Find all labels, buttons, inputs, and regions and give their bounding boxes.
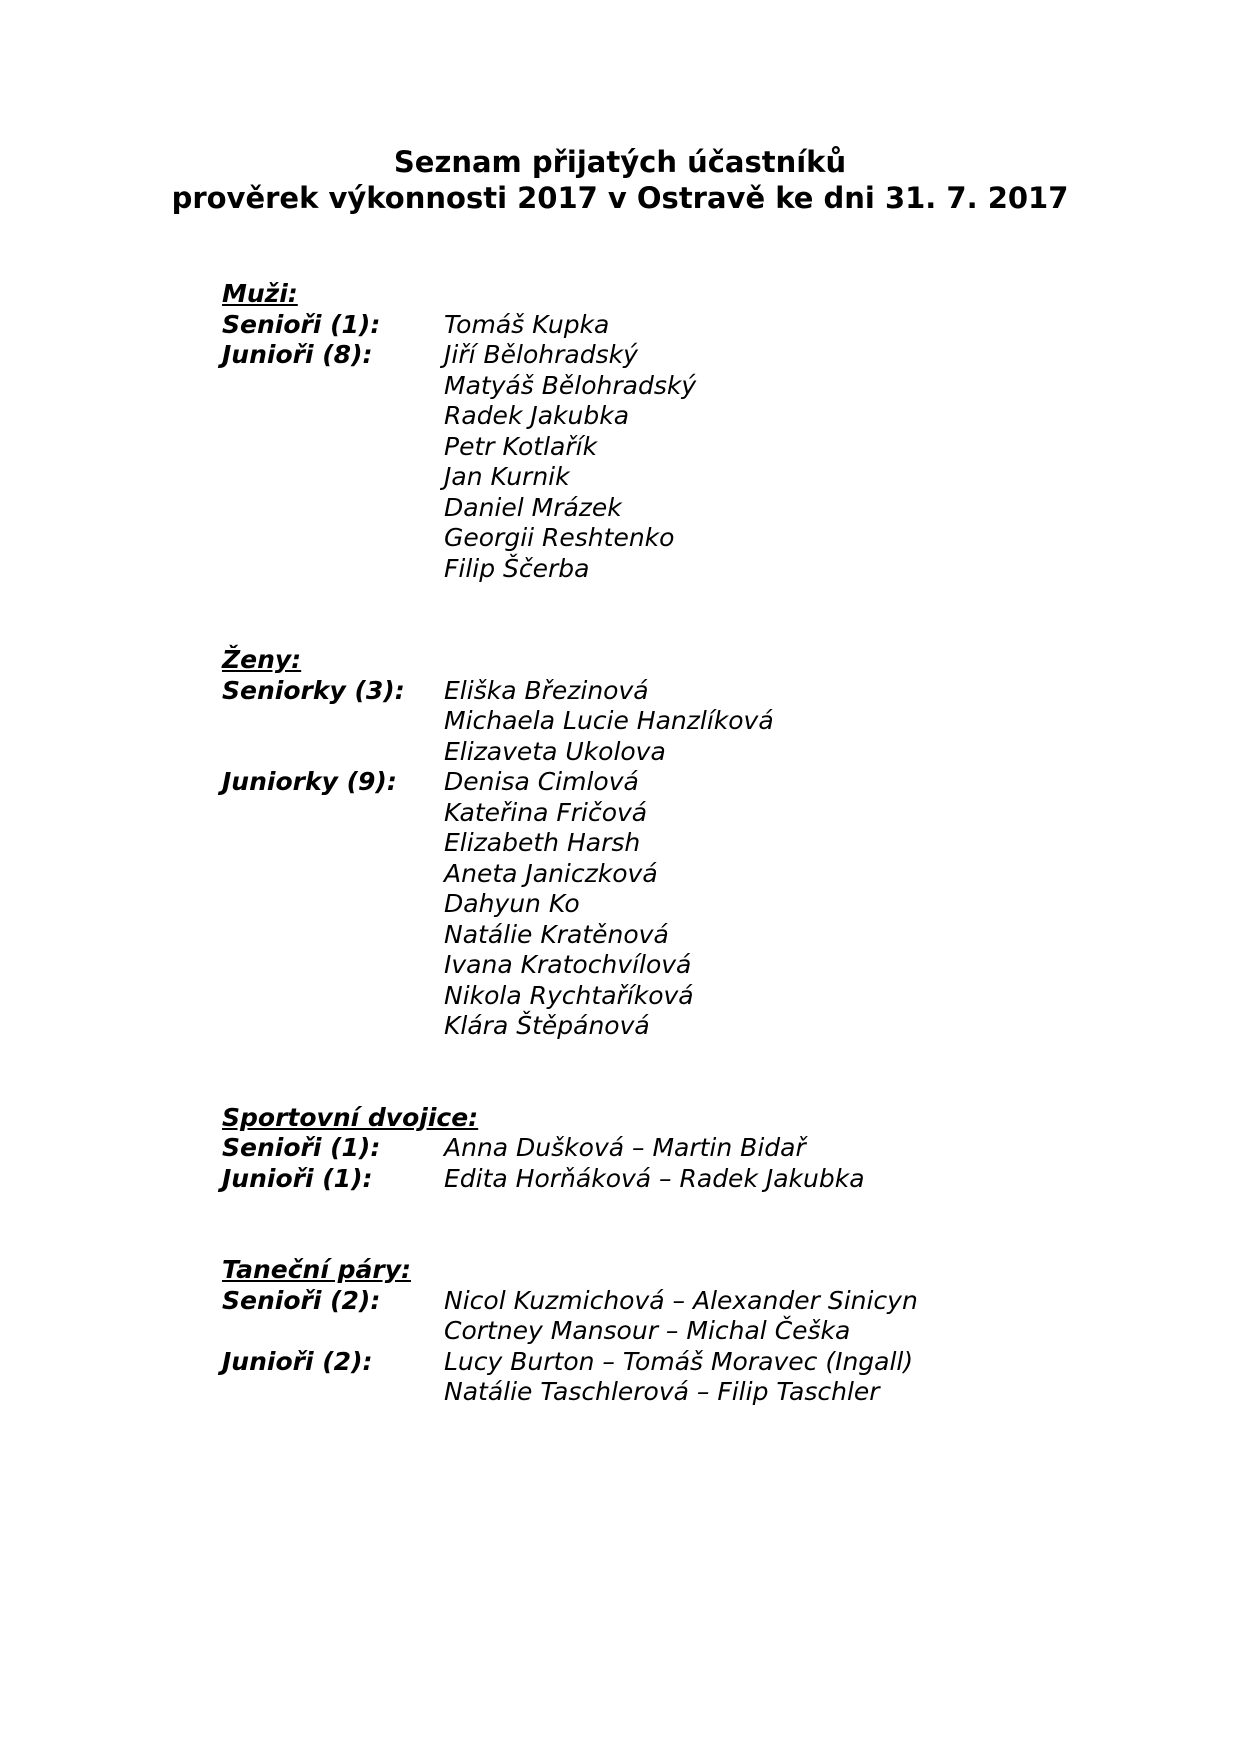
category-label: Seniorky (3): bbox=[222, 675, 405, 705]
participant-name: Eliška Březinová bbox=[444, 675, 649, 705]
participant-name: Petr Kotlařík bbox=[444, 431, 598, 461]
section-heading-muzi: Muži: bbox=[222, 279, 298, 308]
participant-name: Aneta Janiczková bbox=[444, 858, 658, 888]
participant-name: Dahyun Ko bbox=[444, 889, 580, 918]
category-dvojice-juniori bbox=[222, 1164, 1022, 1195]
category-muzi-juniori bbox=[222, 340, 1022, 584]
section-muzi bbox=[222, 279, 1022, 584]
name-list bbox=[444, 1164, 865, 1195]
category-label: Senioři (2): bbox=[222, 1285, 381, 1315]
participant-pair: Edita Horňáková – Radek Jakubka bbox=[444, 1163, 865, 1193]
category-label: Senioři (1): bbox=[222, 309, 381, 339]
participant-pair: Natálie Taschlerová – Filip Taschler bbox=[444, 1377, 880, 1406]
category-tanecni-seniori bbox=[222, 1286, 1022, 1347]
category-zeny-juniorky bbox=[222, 767, 1022, 1042]
name-list bbox=[444, 676, 774, 768]
category-muzi-seniori bbox=[222, 310, 1022, 341]
section-heading-zeny: Ženy: bbox=[222, 645, 302, 674]
participant-name: Elizaveta Ukolova bbox=[444, 736, 666, 766]
participant-list bbox=[222, 279, 1022, 1408]
section-heading-dvojice: Sportovní dvojice: bbox=[222, 1102, 479, 1132]
category-dvojice-seniori bbox=[222, 1133, 1022, 1164]
name-list bbox=[444, 1133, 806, 1164]
document-title bbox=[0, 144, 1240, 216]
section-zeny bbox=[222, 645, 1022, 1042]
section-spacer bbox=[222, 1194, 1022, 1255]
participant-name: Jan Kurnik bbox=[444, 462, 570, 491]
name-list bbox=[444, 1347, 913, 1408]
participant-name: Jiří Bělohradský bbox=[444, 340, 638, 369]
name-list bbox=[444, 340, 696, 584]
section-spacer bbox=[222, 584, 1022, 645]
participant-name: Michaela Lucie Hanzlíková bbox=[444, 706, 774, 735]
category-label: Junioři (2): bbox=[222, 1346, 373, 1376]
participant-name: Filip Ščerba bbox=[444, 553, 590, 583]
category-tanecni-juniori bbox=[222, 1347, 1022, 1408]
participant-name: Georgii Reshtenko bbox=[444, 523, 675, 552]
section-heading-tanecni: Taneční páry: bbox=[222, 1255, 411, 1284]
section-spacer bbox=[222, 1042, 1022, 1103]
title-line-1: Seznam přijatých účastníků bbox=[393, 145, 847, 179]
category-label: Senioři (1): bbox=[222, 1133, 381, 1162]
participant-name: Denisa Cimlová bbox=[444, 767, 639, 796]
name-list bbox=[444, 1286, 918, 1347]
participant-pair: Cortney Mansour – Michal Češka bbox=[444, 1316, 851, 1345]
participant-name: Natálie Kratěnová bbox=[444, 919, 669, 949]
participant-pair: Lucy Burton – Tomáš Moravec (Ingall) bbox=[444, 1346, 914, 1376]
name-list bbox=[444, 310, 609, 341]
category-label: Junioři (8): bbox=[222, 340, 373, 369]
participant-name: Kateřina Fričová bbox=[444, 797, 648, 827]
name-list bbox=[444, 767, 694, 1042]
category-label: Junioři (1): bbox=[222, 1163, 373, 1193]
participant-name: Elizabeth Harsh bbox=[444, 828, 641, 857]
participant-pair: Anna Dušková – Martin Bidař bbox=[444, 1133, 806, 1162]
participant-name: Daniel Mrázek bbox=[444, 492, 622, 522]
section-tanecni-pary bbox=[222, 1255, 1022, 1408]
section-sportovni-dvojice bbox=[222, 1103, 1022, 1195]
participant-name: Nikola Rychtaříková bbox=[444, 980, 694, 1010]
participant-name: Ivana Kratochvílová bbox=[444, 950, 692, 979]
participant-name: Matyáš Bělohradský bbox=[444, 370, 697, 400]
category-label: Juniorky (9): bbox=[222, 767, 397, 796]
participant-name: Tomáš Kupka bbox=[444, 309, 610, 339]
title-line-2: prověrek výkonnosti 2017 v Ostravě ke dni 31. 7. 2017 bbox=[171, 181, 1069, 215]
participant-name: Klára Štěpánová bbox=[444, 1011, 650, 1040]
participant-pair: Nicol Kuzmichová – Alexander Sinicyn bbox=[444, 1285, 918, 1315]
participant-name: Radek Jakubka bbox=[444, 401, 630, 430]
category-zeny-seniorky bbox=[222, 676, 1022, 768]
